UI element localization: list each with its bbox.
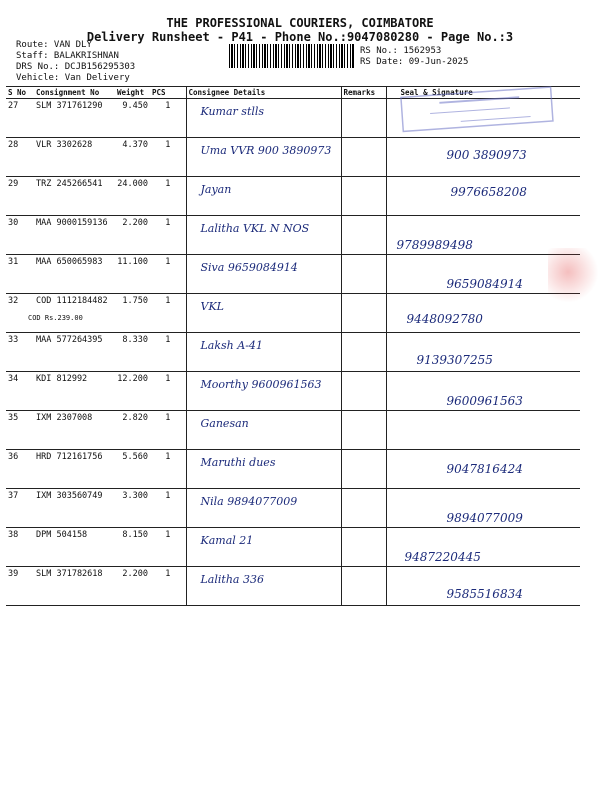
row-consignee: [186, 333, 341, 372]
row-seal: [386, 411, 580, 450]
table-row: [6, 333, 580, 372]
handwritten-consignee: Nila 9894077009: [200, 495, 298, 508]
row-sno: 32: [6, 294, 34, 333]
row-remarks: [341, 177, 386, 216]
row-sno: 37: [6, 489, 34, 528]
col-pcs: PCS: [150, 87, 186, 99]
row-consignee: [186, 99, 341, 138]
row-weight: 9.450: [115, 99, 150, 138]
row-sno: 27: [6, 99, 34, 138]
row-weight: 3.300: [115, 489, 150, 528]
row-consignment: IXM 303560749: [34, 489, 115, 528]
row-remarks: [341, 567, 386, 606]
rs-date: RS Date: 09-Jun-2025: [360, 57, 469, 67]
row-remarks: [341, 255, 386, 294]
row-sno: 38: [6, 528, 34, 567]
cod-amount: COD Rs.239.00: [28, 314, 83, 322]
row-consignee: [186, 177, 341, 216]
row-consignment: SLM 371782618: [34, 567, 115, 606]
row-pcs: 1: [150, 138, 186, 177]
handwritten-signature: 9585516834: [446, 587, 523, 601]
row-sno: 28: [6, 138, 34, 177]
row-pcs: 1: [150, 333, 186, 372]
col-remarks: Remarks: [341, 87, 386, 99]
row-consignee: [186, 411, 341, 450]
row-consignee: [186, 294, 341, 333]
handwritten-consignee: Jayan: [200, 183, 232, 196]
row-sno: 39: [6, 567, 34, 606]
table-row: [6, 138, 580, 177]
row-seal: [386, 489, 580, 528]
col-seal: Seal & Signature: [386, 87, 580, 99]
row-consignment: KDI 812992: [34, 372, 115, 411]
table-row: [6, 372, 580, 411]
row-pcs: 1: [150, 411, 186, 450]
drs-text: DRS No.: DCJB156295303: [16, 62, 136, 72]
row-consignment: DPM 504158: [34, 528, 115, 567]
row-sno: 31: [6, 255, 34, 294]
row-seal: [386, 372, 580, 411]
row-consignment: HRD 712161756: [34, 450, 115, 489]
handwritten-signature: 9600961563: [446, 394, 523, 408]
row-seal: [386, 450, 580, 489]
rs-number: RS No.: 1562953: [360, 46, 442, 56]
handwritten-consignee: Lalitha 336: [200, 573, 264, 586]
runsheet-table: [6, 86, 580, 606]
ink-smudge: [548, 248, 598, 308]
row-weight: 24.000: [115, 177, 150, 216]
barcode: [229, 44, 354, 68]
header-left: [16, 40, 135, 84]
row-consignee: [186, 372, 341, 411]
row-consignment: SLM 371761290: [34, 99, 115, 138]
handwritten-signature: 9139307255: [416, 353, 493, 367]
row-seal: [386, 177, 580, 216]
col-sno: S No: [6, 87, 34, 99]
handwritten-consignee: Lalitha VKL N NOS: [200, 222, 310, 235]
col-details: Consignee Details: [186, 87, 341, 99]
row-remarks: [341, 216, 386, 255]
row-weight: 11.100: [115, 255, 150, 294]
row-pcs: 1: [150, 177, 186, 216]
handwritten-signature: 9789989498: [396, 238, 473, 252]
row-remarks: [341, 489, 386, 528]
table-row: [6, 528, 580, 567]
table-row: [6, 255, 580, 294]
row-sno: 36: [6, 450, 34, 489]
row-consignment: VLR 3302628: [34, 138, 115, 177]
table-row: [6, 294, 580, 333]
row-seal: [386, 567, 580, 606]
handwritten-consignee: Siva 9659084914: [200, 261, 298, 274]
row-consignment: IXM 2307008: [34, 411, 115, 450]
row-consignee: [186, 528, 341, 567]
row-consignee: [186, 450, 341, 489]
row-consignment: COD 1112184482 COD Rs.239.00: [34, 294, 115, 333]
row-sno: 35: [6, 411, 34, 450]
row-weight: 5.560: [115, 450, 150, 489]
row-remarks: [341, 372, 386, 411]
handwritten-consignee: Maruthi dues: [200, 456, 276, 469]
handwritten-signature: 9487220445: [404, 550, 481, 564]
row-seal: [386, 138, 580, 177]
row-consignment: MAA 9000159136: [34, 216, 115, 255]
handwritten-consignee: Moorthy 9600961563: [200, 378, 322, 391]
table-row: [6, 411, 580, 450]
handwritten-signature: 900 3890973: [446, 148, 527, 162]
row-remarks: [341, 333, 386, 372]
runsheet-subtitle: Delivery Runsheet - P41 - Phone No.:9047080280 - Page No.:3: [86, 30, 514, 44]
handwritten-consignee: Kamal 21: [200, 534, 254, 547]
row-sno: 29: [6, 177, 34, 216]
row-weight: 2.200: [115, 567, 150, 606]
row-consignment: MAA 577264395: [34, 333, 115, 372]
col-consignment: Consignment No: [34, 87, 115, 99]
row-seal: [386, 333, 580, 372]
row-weight: 2.820: [115, 411, 150, 450]
row-pcs: 1: [150, 294, 186, 333]
company-title: THE PROFESSIONAL COURIERS, COIMBATORE: [166, 16, 434, 30]
handwritten-consignee: VKL: [200, 300, 224, 313]
row-remarks: [341, 450, 386, 489]
row-remarks: [341, 411, 386, 450]
row-remarks: [341, 138, 386, 177]
row-weight: 12.200: [115, 372, 150, 411]
row-pcs: 1: [150, 216, 186, 255]
row-consignee: [186, 138, 341, 177]
row-sno: 33: [6, 333, 34, 372]
handwritten-consignee: Uma VVR 900 3890973: [200, 144, 332, 157]
row-pcs: 1: [150, 567, 186, 606]
handwritten-signature: 9976658208: [450, 185, 527, 199]
table-row: [6, 450, 580, 489]
row-sno: 34: [6, 372, 34, 411]
row-sno: 30: [6, 216, 34, 255]
row-remarks: [341, 528, 386, 567]
header-right: [360, 46, 468, 68]
row-consignment: TRZ 245266541: [34, 177, 115, 216]
row-weight: 4.370: [115, 138, 150, 177]
row-pcs: 1: [150, 489, 186, 528]
row-consignee: [186, 216, 341, 255]
row-consignee: [186, 567, 341, 606]
row-weight: 1.750: [115, 294, 150, 333]
row-weight: 8.150: [115, 528, 150, 567]
vehicle-text: Vehicle: Van Delivery: [16, 73, 130, 83]
col-weight: Weight: [115, 87, 150, 99]
handwritten-consignee: Ganesan: [200, 417, 249, 430]
row-remarks: [341, 99, 386, 138]
row-consignee: [186, 255, 341, 294]
table-row: [6, 489, 580, 528]
row-pcs: 1: [150, 450, 186, 489]
row-seal: [386, 528, 580, 567]
handwritten-signature: 9659084914: [446, 277, 523, 291]
row-remarks: [341, 294, 386, 333]
handwritten-consignee: Kumar stlls: [200, 105, 265, 118]
handwritten-consignee: Laksh A-41: [200, 339, 263, 352]
staff-text: Staff: BALAKRISHNAN: [16, 51, 119, 61]
table-row: [6, 216, 580, 255]
row-weight: 8.330: [115, 333, 150, 372]
route-text: Route: VAN DLY: [16, 40, 92, 50]
row-pcs: 1: [150, 372, 186, 411]
row-consignee: [186, 489, 341, 528]
handwritten-signature: 9894077009: [446, 511, 523, 525]
row-weight: 2.200: [115, 216, 150, 255]
handwritten-signature: 9047816424: [446, 462, 523, 476]
handwritten-signature: 9448092780: [406, 312, 483, 326]
row-consignment: MAA 650065983: [34, 255, 115, 294]
row-pcs: 1: [150, 99, 186, 138]
row-pcs: 1: [150, 255, 186, 294]
row-pcs: 1: [150, 528, 186, 567]
table-row: [6, 177, 580, 216]
table-row: [6, 567, 580, 606]
